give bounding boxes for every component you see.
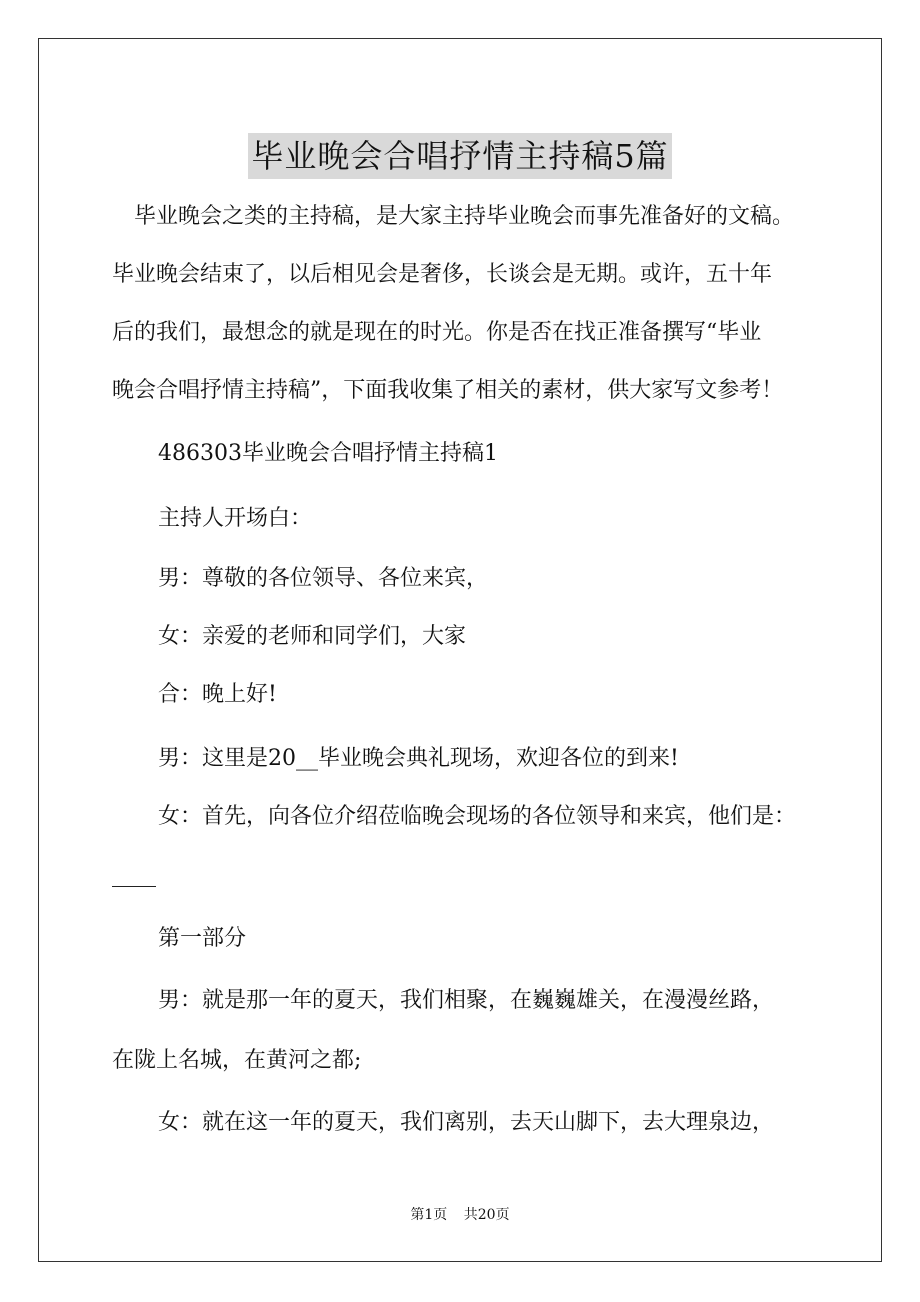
document-title: 毕业晚会合唱抒情主持稿5篇 xyxy=(248,133,671,179)
section-heading: 486303毕业晚会合唱抒情主持稿1 xyxy=(158,441,498,466)
total-pages: 共20页 xyxy=(463,1207,510,1223)
paragraph-line: 男：就是那一年的夏天，我们相聚，在巍巍雄关，在漫漫丝路， xyxy=(158,988,775,1013)
paragraph-line: 女：就在这一年的夏天，我们离别，去天山脚下，去大理泉边， xyxy=(158,1110,775,1135)
paragraph-line: 合：晚上好! xyxy=(158,682,277,707)
intro-line: 晚会合唱抒情主持稿”，下面我收集了相关的素材，供大家写文参考！ xyxy=(112,378,784,403)
paragraph-line: 男：尊敬的各位领导、各位来宾， xyxy=(158,566,489,591)
paragraph-line: 女：亲爱的老师和同学们，大家 xyxy=(158,624,467,649)
paragraph-line: 主持人开场白： xyxy=(158,506,313,531)
page-number: 第1页 xyxy=(410,1207,448,1223)
part-heading: 第一部分 xyxy=(158,926,247,951)
paragraph-line: 在陇上名城，在黄河之都; xyxy=(112,1048,362,1073)
paragraph-line: 男：这里是20__毕业晚会典礼现场，欢迎各位的到来! xyxy=(158,746,679,771)
intro-paragraph xyxy=(112,188,812,420)
intro-line: 后的我们，最想念的就是现在的时光。你是否在找正准备撰写“毕业 xyxy=(112,320,762,345)
paragraph-line: 女：首先，向各位介绍莅临晚会现场的各位领导和来宾，他们是： xyxy=(158,804,797,829)
page-footer xyxy=(0,1205,920,1225)
intro-line: 毕业晚会之类的主持稿，是大家主持毕业晚会而事先准备好的文稿。 xyxy=(134,204,795,229)
intro-line: 毕业晚会结束了，以后相见会是奢侈，长谈会是无期。或许，五十年 xyxy=(112,262,773,287)
blank-dash-line xyxy=(112,886,156,887)
